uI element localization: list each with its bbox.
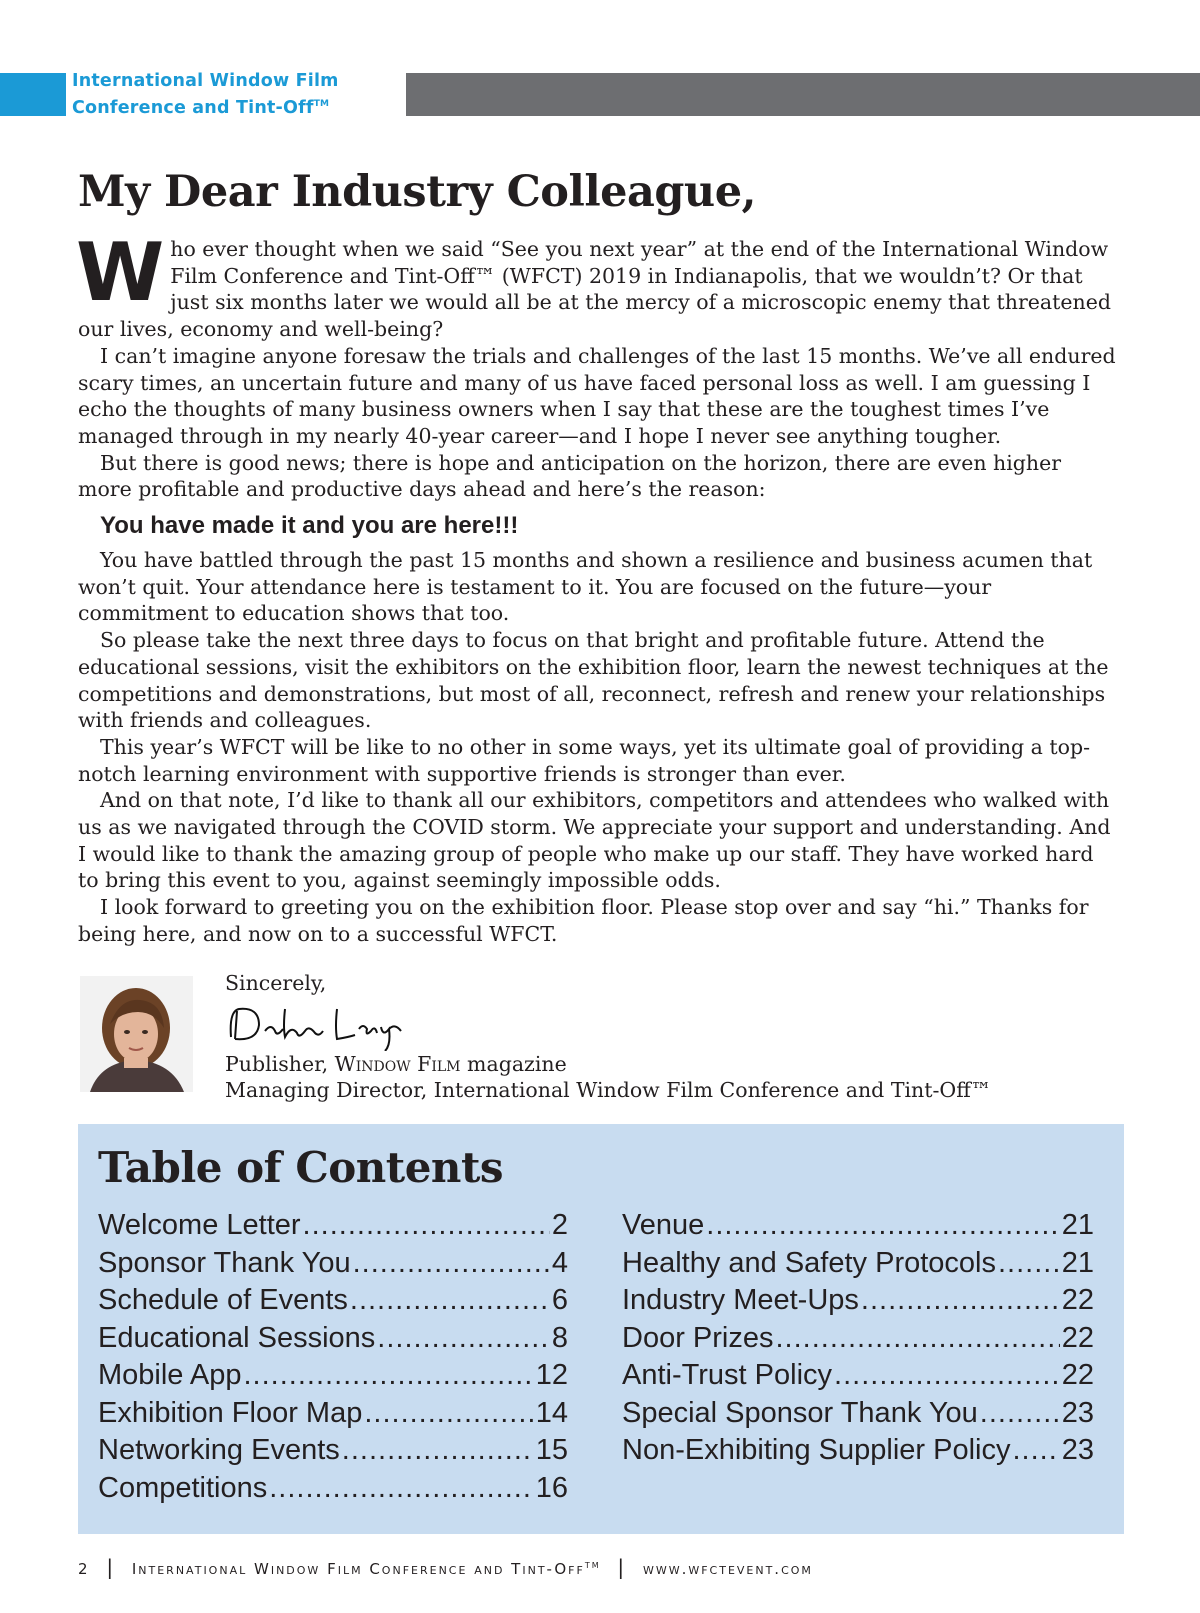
toc-entry-page: 14: [535, 1396, 568, 1429]
letter-paragraph-4: You have battled through the past 15 months and shown a resilience and business acumen that won’t quit. Your attendance here is testament to it. You are focused on the future—your commitment to education shows that too.: [78, 548, 1093, 626]
toc-entry-page: 22: [1061, 1359, 1094, 1391]
toc-leader-dots: [377, 1320, 550, 1358]
toc-entry-label: Venue: [622, 1209, 705, 1241]
toc-entry: [622, 1282, 1094, 1320]
toc-entry-label: Schedule of Events: [98, 1284, 348, 1316]
toc-leader-dots: [776, 1320, 1060, 1358]
header-title-line2: Conference and Tint-Off: [72, 97, 314, 118]
toc-entry-page: 15: [535, 1434, 568, 1466]
toc-entry-page: 12: [535, 1359, 568, 1391]
footer-url: www.wfctevent.com: [642, 1560, 813, 1578]
footer-publication: International Window Film Conference and Tint-Off: [131, 1560, 585, 1578]
footer-tm: TM: [584, 1561, 601, 1570]
closing-text: Sincerely,: [225, 971, 327, 995]
toc-column-left: [98, 1207, 568, 1507]
signature-block: [225, 970, 991, 1104]
toc-entry-page: 23: [1061, 1396, 1094, 1429]
role-publisher: Publisher, Window Film magazine: [225, 1051, 567, 1076]
toc-leader-dots: [353, 1245, 550, 1283]
letter-paragraph-1-text: ho ever thought when we said “See you next year” at the end of the International Window Film Conference and Tint-Off™ (WFCT) 2019 in Indianapolis, that we wouldn’t? Or that just six months later we would all be at the mercy of a microscopic enemy that threatened our lives, economy and well-being?: [78, 237, 1111, 342]
toc-entry-page: 8: [551, 1321, 568, 1354]
toc-entry-label: Sponsor Thank You: [98, 1246, 351, 1279]
toc-entry: [98, 1245, 568, 1283]
toc-leader-dots: [342, 1432, 534, 1470]
header-title: [72, 70, 402, 120]
letter-paragraph-7: And on that note, I’d like to thank all our exhibitors, competitors and attendees who walked with us as we navigated through the COVID storm. We appreciate your support and understanding. And I would like to thank the amazing group of people who make up our staff. They have worked hard to bring this event to you, against seemingly impossible odds.: [78, 788, 1111, 893]
page-footer: [78, 1555, 813, 1579]
toc-entry-label: Industry Meet-Ups: [622, 1284, 859, 1316]
toc-entry: [98, 1470, 568, 1508]
role-managing-director: Managing Director, International Window Film Conference and Tint-Off™: [225, 1078, 992, 1102]
toc-entry: [622, 1432, 1094, 1470]
footer-separator: |: [617, 1555, 627, 1579]
toc-leader-dots: [350, 1282, 550, 1320]
toc-entry: [98, 1282, 568, 1320]
toc-entry: [622, 1320, 1094, 1358]
toc-entry-page: 23: [1061, 1434, 1094, 1466]
letter-title: My Dear Industry Colleague,: [78, 167, 757, 217]
footer-separator: |: [106, 1555, 116, 1579]
toc-leader-dots: [998, 1245, 1060, 1283]
toc-entry-label: Exhibition Floor Map: [98, 1396, 363, 1429]
toc-entry-label: Special Sponsor Thank You: [622, 1396, 978, 1429]
toc-leader-dots: [244, 1357, 534, 1395]
toc-leader-dots: [303, 1207, 550, 1245]
handwritten-signature: [225, 997, 425, 1051]
letter-subhead: You have made it and you are here!!!: [100, 512, 519, 540]
toc-leader-dots: [834, 1357, 1060, 1395]
table-of-contents: [78, 1124, 1124, 1534]
toc-leader-dots: [269, 1470, 533, 1508]
toc-entry-page: 4: [551, 1246, 568, 1279]
toc-entry: [98, 1320, 568, 1358]
toc-leader-dots: [1012, 1432, 1059, 1470]
toc-entry-label: Anti-Trust Policy: [622, 1359, 833, 1391]
toc-entry: [622, 1357, 1094, 1395]
toc-entry: [98, 1395, 568, 1433]
letter-body: [76, 226, 1118, 948]
toc-entry: [622, 1207, 1094, 1245]
letter-paragraph-3: But there is good news; there is hope and anticipation on the horizon, there are even higher more profitable and productive days ahead and here’s the reason:: [78, 450, 1062, 502]
letter-paragraph-2: I can’t imagine anyone foresaw the trials and challenges of the last 15 months. We’ve all endured scary times, an uncertain future and many of us have faced personal loss as well. I am guessing I echo the thoughts of many business owners when I say that these are the toughest times I’ve managed through in my nearly 40-year career—and I hope I never see anything tougher.: [78, 343, 1116, 448]
letter-paragraph-1: [76, 226, 1118, 343]
toc-entry: [98, 1207, 568, 1245]
toc-entry-page: 6: [551, 1284, 568, 1316]
toc-entry-label: Door Prizes: [622, 1321, 774, 1354]
toc-entry: [622, 1245, 1094, 1283]
toc-entry-label: Welcome Letter: [98, 1209, 301, 1241]
toc-leader-dots: [706, 1207, 1059, 1245]
footer-page-number: 2: [78, 1560, 90, 1578]
toc-entry: [98, 1432, 568, 1470]
toc-entry: [98, 1357, 568, 1395]
header-blue-block: [0, 73, 66, 116]
toc-entry-page: 21: [1061, 1246, 1094, 1279]
letter-paragraph-5: So please take the next three days to focus on that bright and profitable future. Attend the educational sessions, visit the exhibitors on the exhibition floor, learn the newest techniques at the competitions and demonstrations, but most of all, reconnect, refresh and renew your relationships with friends and colleagues.: [78, 628, 1109, 733]
toc-entry-label: Non-Exhibiting Supplier Policy: [622, 1434, 1011, 1466]
toc-leader-dots: [980, 1395, 1060, 1433]
letter-paragraph-6: This year’s WFCT will be like to no other in some ways, yet its ultimate goal of providing a top-notch learning environment with supportive friends is stronger than ever.: [78, 734, 1091, 786]
header-title-line1: International Window Film: [72, 71, 339, 91]
toc-title: Table of Contents: [98, 1143, 503, 1192]
toc-leader-dots: [861, 1282, 1060, 1320]
toc-entry-page: 22: [1061, 1284, 1094, 1316]
toc-leader-dots: [364, 1395, 533, 1433]
drop-cap: W: [76, 226, 165, 319]
toc-entry-label: Networking Events: [98, 1434, 340, 1466]
magazine-name: Window Film: [334, 1051, 461, 1076]
toc-entry-label: Educational Sessions: [98, 1321, 376, 1354]
toc-entry: [622, 1395, 1094, 1433]
letter-paragraph-8: I look forward to greeting you on the exhibition floor. Please stop over and say “hi.” Thanks for being here, and now on to a successful WFCT.: [78, 895, 1089, 946]
header-tm: TM: [313, 99, 330, 109]
toc-column-right: [622, 1207, 1094, 1470]
toc-entry-label: Mobile App: [98, 1359, 242, 1391]
toc-entry-page: 2: [551, 1209, 568, 1241]
toc-entry-page: 22: [1061, 1321, 1094, 1354]
author-photo: [80, 976, 193, 1092]
toc-entry-page: 21: [1061, 1209, 1094, 1241]
toc-entry-label: Healthy and Safety Protocols: [622, 1246, 996, 1279]
toc-entry-page: 16: [535, 1471, 568, 1504]
header-gray-bar: [406, 73, 1200, 116]
toc-entry-label: Competitions: [98, 1471, 268, 1504]
